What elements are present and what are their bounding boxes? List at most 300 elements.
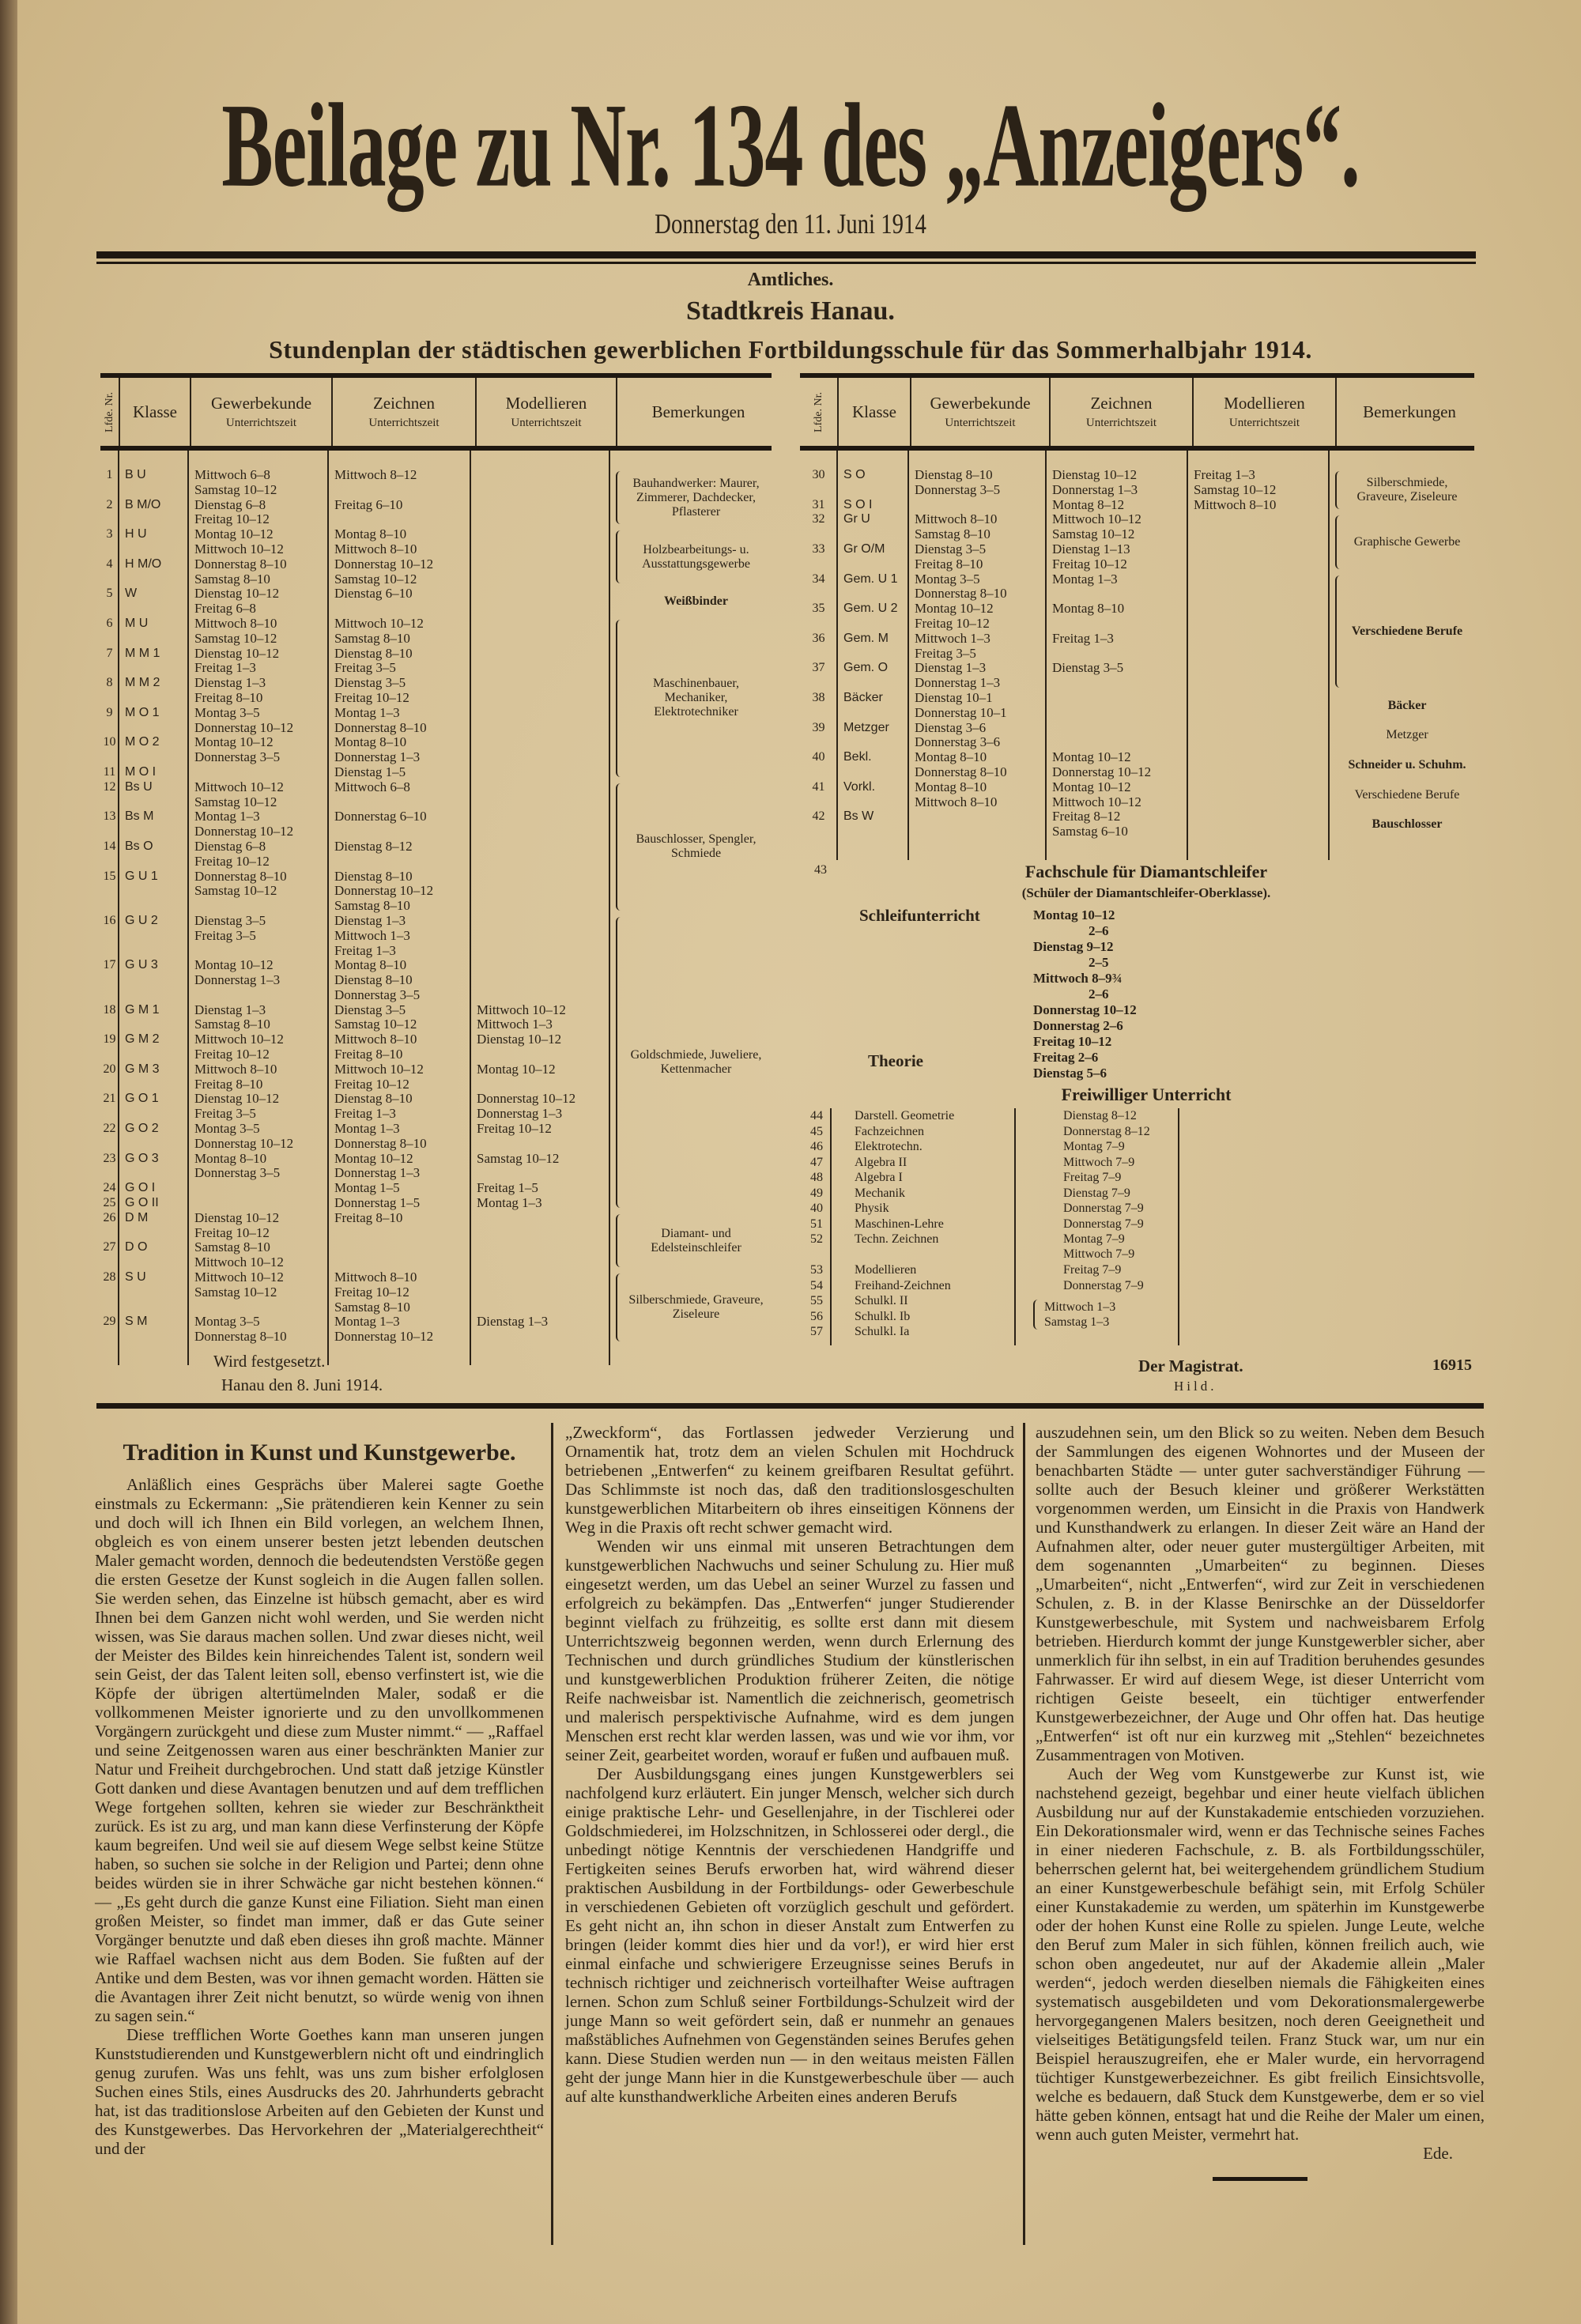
- time-slot: Donnerstag 3–5: [334, 987, 421, 1002]
- course-row: [810, 1201, 1144, 1216]
- time-slot: S O: [843, 468, 866, 481]
- section-label: Amtliches.: [747, 270, 834, 290]
- modellieren-times: [470, 1315, 609, 1345]
- time-slot: Freitag 8–12: [1052, 809, 1121, 824]
- modellieren-times: [470, 706, 609, 736]
- schleif-label: Schleifunterricht: [859, 906, 980, 925]
- column-divider: [1328, 451, 1330, 860]
- time-slot: Donnerstag 10–12: [334, 1329, 434, 1345]
- time-slot: 9: [106, 705, 113, 719]
- timetable-left: [100, 373, 772, 1365]
- bracket-icon: [1335, 515, 1341, 568]
- time-slot: S M: [125, 1315, 148, 1329]
- course-number: 51: [810, 1217, 823, 1231]
- gewerbekunde-times: [908, 512, 1046, 542]
- time-slot: Mittwoch 8–10: [1194, 496, 1277, 512]
- modellieren-times: [470, 1062, 609, 1092]
- time-slot: M M 1: [125, 646, 160, 660]
- time-slot: Samstag 10–12: [1052, 526, 1135, 542]
- time-slot: Freitag 10–12: [915, 615, 990, 631]
- time-slot: Freitag 8–10: [915, 556, 983, 572]
- time-slot: G M 3: [125, 1062, 160, 1076]
- zeichnen-times: [1046, 498, 1187, 513]
- time-slot: Dienstag 3–5: [334, 675, 406, 691]
- course-times: [1036, 1201, 1144, 1216]
- time-slot: Montag 10–12: [194, 734, 274, 750]
- column-divider: [470, 451, 471, 1365]
- remark-text: Metzger: [1386, 728, 1428, 742]
- remark-text: Bauschlosser, Spengler, Schmiede: [636, 832, 757, 861]
- time-slot: Freitag 1–3: [194, 660, 256, 676]
- gewerbekunde-times: [188, 1032, 328, 1062]
- course-number: 56: [810, 1309, 823, 1323]
- time-slot: Samstag 10–12: [334, 571, 417, 587]
- time-slot: Freitag 6–10: [334, 496, 403, 512]
- time-slot: M M 2: [125, 676, 160, 690]
- time-slot: Montag 10–12: [334, 1150, 413, 1166]
- row-number: [800, 780, 837, 810]
- time-slot: Bs O: [125, 839, 153, 853]
- fachschule-subtitle: (Schüler der Diamantschleifer-Oberklasse).: [1021, 885, 1271, 900]
- time-slot: Montag 10–12: [915, 601, 994, 617]
- time-slot: G O 1: [125, 1092, 159, 1106]
- class-name: [119, 1196, 188, 1211]
- zeichnen-times: [328, 1003, 470, 1033]
- zeichnen-times: [328, 1032, 470, 1062]
- course-subject: Techn. Zeichnen: [855, 1232, 939, 1246]
- column-divider: [118, 451, 119, 1365]
- time-slot: Dienstag 3–5: [915, 541, 987, 556]
- time-slot: M O I: [125, 764, 157, 779]
- class-name: [119, 1122, 188, 1152]
- gewerbekunde-times: [188, 1315, 328, 1345]
- article-paragraph: auszudehnen sein, um den Blick so zu weiten. Neben dem Besuch der Sammlungen des eigenen Wohnortes und der Museen der benachbarten Städte — unter guter sachverständiger Führung — sollte auch der Besuch kleiner und größerer Werkstätten vorgenommen werden, um Einsicht in die Praxis von Handwerk und Kunsthandwerk zu erlangen. In dieser Zeit wäre an Hand der Aufnahmen alter, oder neuer guter mustergültiger Arbeiten, mit dem sogenannten „Umarbeiten“ zu beginnen. Dieses „Umarbeiten“, nicht „Entwerfen“, wird zur Zeit in verschiedenen Schulen, z. B. in der Klasse Benirschke an der Düsseldorfer Kunstgewerbeschule, mit System und nachweisbarem Erfolg betrieben. Hierdurch kommt der junge Kunstgewerbler sicher, aber unmerklich für ihn selbst, in ein auf Tradition beruhendes gesundes Fahrwasser. Er wird auf diesem Wege, ist dieser Unterricht vom richtigen Geiste beseelt, ein tüchtiger entwerfender Kunstgewerbezeichner, der Auge und Ohr offen hat. Das heutige „Entwerfen“ ist oft nur ein kurzweg mit „Stehlen“ bezeichnetes Zusammentragen von Motiven.: [1036, 1423, 1485, 1764]
- header-klasse: [120, 378, 191, 446]
- time-slot: Samstag 8–10: [194, 1017, 270, 1032]
- decree-note: Wird festgesetzt.: [213, 1352, 326, 1371]
- time-slot: 12: [103, 779, 116, 794]
- gewerbekunde-times: [188, 914, 328, 958]
- time-slot: Mittwoch 10–12: [194, 1254, 284, 1270]
- course-subject: Schulkl. Ib: [855, 1309, 911, 1323]
- class-name: [119, 1181, 188, 1196]
- reference-code: 16915: [1432, 1356, 1472, 1374]
- time-slot: Montag 3–5: [194, 1121, 260, 1137]
- time-slot: Samstag 8–10: [334, 630, 410, 646]
- time-slot: 21: [103, 1092, 116, 1106]
- course-subject: Darstell. Geometrie: [855, 1109, 955, 1122]
- remark-text: Silberschmiede, Graveure, Ziseleure: [1356, 476, 1458, 504]
- course-row: [810, 1108, 1137, 1123]
- time-slot: 18: [103, 1002, 116, 1017]
- time-slot: Donnerstag 8–10: [334, 1135, 427, 1151]
- column-rule: [551, 1423, 553, 2245]
- time-slot: Donnerstag 8–10: [194, 556, 287, 572]
- article-paragraph: Wenden wir uns einmal mit unseren Betrachtungen dem kunstgewerblichen Nachwuchs und seiner Schulung zu. Hier muß eingesetzt werden, um das Uebel an seiner Wurzel zu fassen und erfolgreich zu bekämpfen. Das „Entwerfen“ junger Studierender beginnt vielfach zu frühzeitig, es sollte erst dann mit diesem Unterrichtszweig begonnen werden, wenn durch Erlernung des Technischen und durch gründliches Studium der künstlerischen und kunstgewerblichen Produktion früherer Zeiten, die nötige Reife nachweisbar ist. Namentlich die zeichnerisch, geometrisch und malerisch perspektivische Aufnahme, wird es dem jungen Menschen erst recht klar werden lassen, was und wie vor ihm, vor seiner Zeit, gearbeitet worden, worauf er fußen und aufbauen muß.: [565, 1537, 1014, 1764]
- class-name: [837, 498, 908, 513]
- gewerbekunde-times: [908, 691, 1046, 721]
- column-divider: [1178, 1108, 1179, 1345]
- time-slot: Donnerstag 8–10: [915, 764, 1007, 779]
- time-slot: W: [125, 587, 138, 601]
- time-slot: 8: [106, 676, 113, 690]
- time-slot: 24: [103, 1181, 116, 1195]
- time-slot: 40: [812, 750, 825, 764]
- class-name: [837, 721, 908, 751]
- course-number: 57: [810, 1325, 823, 1338]
- time-slot: Mittwoch 8–10: [915, 794, 998, 809]
- course-number: 55: [810, 1294, 823, 1307]
- time-slot: Gem. U 1: [843, 572, 898, 586]
- article-title: Tradition in Kunst und Kunstgewerbe.: [123, 1439, 516, 1466]
- class-name: [119, 1062, 188, 1092]
- zeichnen-times: [328, 1240, 470, 1270]
- time-slot: Donnerstag 8–10: [194, 868, 287, 884]
- article-paragraph: Auch der Weg vom Kunstgewerbe zur Kunst ist, wie nachstehend gezeigt, begehbar und einer heute vielfach üblichen Ausbildung nur auf der Kunstakademie entschieden vorzuziehen. Ein Dekorationsmaler wird, wenn er das Technische seines Faches in einer niederen Fachschule, z. B. als Fortbildungsschüler, beherrschen gelernt hat, bei weitergehendem gründlichem Studium an einer Kunstgewerbeschule befähigt sein, mit Erfolg Schüler einer Kunstakademie zu werden, um späterhin im Kunstgewerbe oder der hohen Kunst eine Rolle zu spielen. Junge Leute, welche den Beruf zum Maler in sich fühlen, können freilich auch, wie schon oben angedeutet, nur auf der Akademie allein „Maler werden“, jedoch werden dieselben niemals die Fähigkeiten eines systematisch ausgebildeten und vom Dekorationsmalergewerbe hervorgegangenen Malers besitzen, noch deren Geeignetheit und vielseitiges Betätigungsfeld teilen. Franz Stuck war, um nur ein Beispiel herauszugreifen, ehe er Maler wurde, ein hervorragend tüchtiger Kunstgewerbezeichner. Es gibt freilich Einsichtsvolle, welche es bedauern, daß Stuck dem Kunstgewerbe, dem er so viel hätte geben können, entsagt hat und die Reihe der Maler um einen, wenn auch guten Meister, vermehrt hat.: [1036, 1764, 1485, 2144]
- time-slot: Montag 8–12: [1052, 496, 1125, 512]
- column-divider: [1187, 451, 1188, 860]
- time-slot: 41: [812, 779, 825, 794]
- row-number: [100, 958, 119, 1002]
- row-number: [100, 1003, 119, 1033]
- time-slot: Mittwoch 10–12: [477, 1002, 566, 1017]
- time-slot: Montag 8–10: [334, 957, 407, 973]
- class-name: [837, 468, 908, 498]
- column-divider: [907, 451, 909, 860]
- zeichnen-times: [328, 839, 470, 870]
- bracket-icon: [616, 1214, 622, 1267]
- row-number: [800, 468, 837, 498]
- remark-text: Weißbinder: [664, 594, 728, 609]
- zeichnen-times: [328, 735, 470, 765]
- zeichnen-times: [1046, 691, 1187, 721]
- time-slot: G O I: [125, 1181, 156, 1195]
- course-row: [810, 1262, 1121, 1277]
- header-sublabel: Unterrichtszeit: [1228, 417, 1300, 429]
- course-times: [1036, 1155, 1134, 1170]
- time-slot: Mittwoch 8–10: [915, 511, 998, 527]
- remark-group: [614, 527, 770, 587]
- course-times: [1036, 1186, 1130, 1201]
- column-divider: [836, 451, 838, 860]
- time-slot: Freitag 8–10: [334, 1047, 403, 1062]
- time-slot: 5: [106, 587, 113, 601]
- time-slot: Samstag 10–12: [194, 794, 277, 809]
- time-slot: 39: [812, 720, 825, 734]
- zeichnen-times: [328, 1152, 470, 1182]
- row-number: [100, 527, 119, 557]
- header-sublabel: Unterrichtszeit: [1085, 417, 1157, 429]
- header-label: Klasse: [133, 402, 177, 421]
- course-row: [810, 1309, 1063, 1324]
- class-name: [119, 765, 188, 780]
- bracket-icon: [616, 530, 622, 583]
- time-slot: Montag 1–3: [194, 809, 260, 824]
- decree-place-date: Hanau den 8. Juni 1914.: [221, 1375, 383, 1394]
- course-times: [1036, 1262, 1121, 1277]
- time-slot: Dienstag 10–12: [194, 586, 280, 602]
- gewerbekunde-times: [188, 1003, 328, 1033]
- time-slot: Donnerstag 1–3: [915, 675, 1001, 691]
- remark-group: [614, 617, 770, 780]
- time-slot: Dienstag 3–5: [334, 1002, 406, 1017]
- time-slot: 20: [103, 1062, 116, 1076]
- time-slot: Metzger: [843, 720, 889, 734]
- time-slot: Freitag 1–5: [477, 1180, 538, 1196]
- time-slot: Freitag 1–3: [1052, 630, 1114, 646]
- gewerbekunde-times: [188, 587, 328, 617]
- modellieren-times: [470, 676, 609, 706]
- time-slot: Freitag 10–12: [334, 1284, 409, 1300]
- class-name: [837, 572, 908, 602]
- remark-text: Maschinenbauer, Mechaniker, Elektrotechniker: [652, 677, 740, 719]
- time-slot: Freitag 7–9: [1063, 1263, 1122, 1277]
- gewerbekunde-times: [188, 647, 328, 677]
- row-number: [100, 765, 119, 780]
- class-name: [119, 809, 188, 839]
- magistrat-signature: Der Magistrat.: [1138, 1356, 1243, 1375]
- row-number: [100, 1181, 119, 1196]
- time-slot: Samstag 10–12: [477, 1150, 560, 1166]
- time-slot: Montag 1–3: [1052, 571, 1118, 587]
- gewerbekunde-times: [188, 765, 328, 780]
- time-slot: Mittwoch 1–3: [477, 1017, 553, 1032]
- time-slot: Gr O/M: [843, 541, 885, 556]
- time-slot: Montag 1–3: [334, 1121, 400, 1137]
- schleif-time: Freitag 2–6: [1033, 1050, 1099, 1065]
- time-slot: 2: [106, 497, 113, 511]
- time-slot: Dienstag 1–13: [1052, 541, 1130, 556]
- remark-group: [1334, 750, 1473, 780]
- time-slot: Samstag 10–12: [194, 883, 277, 899]
- time-slot: Freitag 10–12: [334, 689, 409, 705]
- course-times: [1036, 1108, 1137, 1123]
- time-slot: Samstag 10–12: [1194, 481, 1277, 497]
- header-nr-label: Lfde. Nr.: [812, 391, 824, 432]
- time-slot: Mittwoch 8–10: [194, 615, 277, 631]
- bracket-icon: [616, 783, 622, 911]
- modellieren-times: [1187, 750, 1329, 780]
- course-subject: Mechanik: [855, 1186, 905, 1200]
- header-label: Zeichnen: [372, 394, 436, 413]
- zeichnen-times: [1046, 632, 1187, 662]
- time-slot: Dienstag 7–9: [1063, 1186, 1130, 1200]
- time-slot: 1: [106, 468, 113, 481]
- time-slot: 10: [103, 735, 116, 749]
- time-slot: 3: [106, 527, 113, 541]
- time-slot: Montag 10–12: [1052, 779, 1131, 794]
- modellieren-times: [1187, 542, 1329, 572]
- gewerbekunde-times: [908, 780, 1046, 810]
- header-nr: [100, 378, 120, 446]
- time-slot: Freitag 10–12: [1052, 556, 1127, 572]
- modellieren-times: [470, 617, 609, 647]
- masthead-title-text: Beilage zu Nr. 134 des „Anzeigers“.: [221, 80, 1360, 213]
- course-subject: Maschinen-Lehre: [855, 1217, 944, 1231]
- header-zeichnen: [333, 378, 477, 446]
- gewerbekunde-times: [188, 1270, 328, 1315]
- time-slot: Donnerstag 6–10: [334, 809, 427, 824]
- time-slot: 36: [812, 631, 825, 645]
- section-divider: [96, 1403, 1484, 1409]
- class-name: [837, 661, 908, 691]
- modellieren-times: [470, 839, 609, 870]
- time-slot: Donnerstag 3–5: [915, 481, 1001, 497]
- time-slot: Bekl.: [843, 750, 872, 764]
- time-slot: M O 1: [125, 705, 160, 719]
- modellieren-times: [470, 870, 609, 914]
- theorie-label: Theorie: [868, 1051, 923, 1070]
- bracket-icon: [616, 1273, 622, 1341]
- article-paragraph: Anläßlich eines Gesprächs über Malerei sagte Goethe einstmals zu Eckermann: „Sie prätendieren kein Kenner zu sein und doch will ich Ihnen ein Bild vorlegen, an welchem Ihnen, obgleich es von einem unserer besten jetzt lebenden deutschen Maler gemacht worden, dennoch die bedeutendsten Verstöße gegen die ersten Gesetze der Kunst sogleich in die Augen fallen sollen. Sie werden sehen, das Einzelne ist hübsch gemacht, aber es wird Ihnen bei dem Ganzen nicht wohl werden, und Sie werden nicht wissen, was Sie daraus machen sollen. Und zwar dieses nicht, weil der Meister des Bildes kein hinreichendes Talent ist, sondern weil sein Geist, der das Talent leiten soll, ebenso verfinstert ist, wie die Köpfe der übrigen altertümelnden Maler, sodaß er die vollkommenen Meister ignorierte und zu den unvollkommenen Vorgängern zurückgeht und diese zum Muster nimmt.“ — „Raffael und seine Zeitgenossen waren aus einer beschränkten Manier zur Natur und Freiheit durchgebrochen. Und statt daß jetzige Künstler Gott danken und diese Avantagen benutzen und auf dem trefflichen Wege fortgehen sollten, kehren sie wieder zur Beschränktheit zurück. Es ist zu arg, und man kann diese Verfinsterung der Köpfe kaum begreifen. Und weil sie auf diesem Wege selbst keine Stütze haben, so suchen sie solche in der Religion und Partei; denn ohne beides würden sie in ihrer Schwäche gar nicht bestehen können.“ — „Es geht durch die ganze Kunst eine Filiation. Sieht man einen großen Meister, so findet man immer, daß er das Gute seiner Vorgänger benutzte und daß eben dieses ihn groß machte. Männer wie Raffael wachsen nicht aus dem Boden. Sie fußten auf der Antike und dem Besten, was vor ihnen gemacht worden. Hätten sie die Avantagen ihrer Zeit nicht benutzt, so würde wenig von ihnen zu sagen sein.“: [95, 1475, 544, 2025]
- header-bemerkungen: [1337, 378, 1482, 446]
- time-slot: Mittwoch 10–12: [1052, 794, 1141, 809]
- modellieren-times: [1187, 572, 1329, 602]
- row-number: [100, 1196, 119, 1211]
- header-label: Gewerbekunde: [210, 394, 312, 413]
- schleif-time: Donnerstag 10–12: [1033, 1002, 1137, 1017]
- time-slot: 27: [103, 1240, 116, 1254]
- time-slot: Samstag 1–3: [1044, 1315, 1110, 1329]
- class-name: [837, 750, 908, 780]
- row-number: [100, 809, 119, 839]
- time-slot: Samstag 6–10: [1052, 824, 1128, 839]
- time-slot: Freitag 3–5: [194, 1106, 256, 1122]
- time-slot: Samstag 8–10: [194, 1239, 270, 1255]
- remark-group: [1334, 512, 1473, 572]
- class-name: [119, 1003, 188, 1033]
- course-number: 52: [810, 1232, 823, 1246]
- header-label: Modellieren: [505, 394, 587, 413]
- article-column-1: [95, 1423, 544, 2158]
- time-slot: 13: [103, 809, 116, 824]
- class-name: [119, 647, 188, 677]
- column-divider: [187, 451, 189, 1365]
- class-name: [119, 870, 188, 914]
- time-slot: H U: [125, 527, 147, 541]
- time-slot: 15: [103, 869, 116, 883]
- time-slot: Freitag 1–3: [334, 1106, 396, 1122]
- schleif-time: Freitag 10–12: [1033, 1034, 1112, 1049]
- header-gewerbekunde: [191, 378, 333, 446]
- time-slot: D O: [125, 1240, 148, 1254]
- bracket-icon: [616, 620, 622, 777]
- zeichnen-times: [1046, 721, 1187, 751]
- time-slot: Dienstag 8–10: [334, 645, 413, 661]
- course-number: 47: [810, 1155, 823, 1169]
- gewerbekunde-times: [188, 1152, 328, 1182]
- gewerbekunde-times: [188, 735, 328, 765]
- time-slot: G U 2: [125, 913, 158, 927]
- zeichnen-times: [328, 1315, 470, 1345]
- zeichnen-times: [1046, 468, 1187, 498]
- column-divider: [327, 451, 329, 1365]
- course-times: [1036, 1170, 1121, 1185]
- article-author: Ede.: [1423, 2144, 1453, 2163]
- time-slot: Dienstag 8–10: [334, 972, 413, 988]
- time-slot: Donnerstag 1–3: [477, 1106, 563, 1122]
- time-slot: 25: [103, 1196, 116, 1210]
- time-slot: Gem. U 2: [843, 602, 898, 616]
- column-divider: [1014, 1108, 1016, 1345]
- remark-text: Bauhandwerker: Maurer, Zimmerer, Dachdecker, Pflasterer: [632, 476, 760, 519]
- time-slot: D M: [125, 1210, 149, 1224]
- course-subject: Modellieren: [855, 1263, 917, 1277]
- time-slot: Montag 8–10: [334, 734, 407, 750]
- class-name: [119, 1092, 188, 1122]
- zeichnen-times: [328, 647, 470, 677]
- time-slot: Donnerstag 7–9: [1063, 1278, 1144, 1292]
- course-row: [810, 1139, 1125, 1154]
- gewerbekunde-times: [908, 542, 1046, 572]
- time-slot: Samstag 8–10: [334, 1299, 410, 1315]
- modellieren-times: [1187, 632, 1329, 662]
- time-slot: Donnerstag 10–12: [194, 719, 294, 735]
- course-row: [810, 1186, 1130, 1201]
- modellieren-times: [470, 1032, 609, 1062]
- remark-group: [614, 587, 770, 617]
- course-row: [810, 1170, 1121, 1185]
- time-slot: G M 1: [125, 1002, 160, 1017]
- header-nr: [800, 378, 839, 446]
- time-slot: Mittwoch 8–12: [334, 467, 417, 482]
- class-name: [119, 1152, 188, 1182]
- course-subject: Algebra II: [855, 1155, 907, 1169]
- modellieren-times: [470, 1211, 609, 1241]
- time-slot: 17: [103, 958, 116, 972]
- modellieren-times: [470, 914, 609, 958]
- class-name: [119, 676, 188, 706]
- modellieren-times: [470, 587, 609, 617]
- time-slot: Montag 8–10: [915, 749, 987, 765]
- modellieren-times: [1187, 809, 1329, 839]
- time-slot: H M/O: [125, 556, 162, 571]
- time-slot: 23: [103, 1151, 116, 1165]
- course-number: 49: [810, 1186, 823, 1200]
- course-number: 48: [810, 1171, 823, 1184]
- modellieren-times: [470, 468, 609, 498]
- time-slot: Dienstag 3–5: [194, 912, 266, 928]
- zeichnen-times: [1046, 750, 1187, 780]
- remark-text: Holzbearbeitungs- u. Ausstattungsgewerbe: [642, 542, 750, 571]
- gewerbekunde-times: [188, 1122, 328, 1152]
- time-slot: Dienstag 1–3: [915, 660, 987, 676]
- article-paragraph: „Zweckform“, das Fortlassen jedweder Verzierung und Ornamentik hat, trotz dem an vielen Schulen mit Hochdruck betriebenen „Entwerfen“ zu keinem greifbaren Resultat geführt. Das Schlimmste ist noch das, daß den traditionslosgeschulten kunstgewerblichen Mitarbeitern ob ihres einseitigen Könnens der Weg in die Praxis oft recht schwer gemacht wird.: [565, 1423, 1014, 1537]
- zeichnen-times: [328, 557, 470, 587]
- course-number: 54: [810, 1278, 823, 1292]
- time-slot: 31: [812, 497, 825, 511]
- time-slot: Montag 10–12: [194, 957, 274, 973]
- modellieren-times: [470, 958, 609, 1002]
- time-slot: Freitag 10–12: [194, 1047, 270, 1062]
- time-slot: Mittwoch 10–12: [334, 1061, 424, 1077]
- row-number: [100, 1032, 119, 1062]
- gewerbekunde-times: [188, 1240, 328, 1270]
- remark-text: Schneider u. Schuhm.: [1348, 757, 1466, 772]
- row-number: [100, 870, 119, 914]
- course-number: 46: [810, 1140, 823, 1153]
- header-label: Zeichnen: [1090, 394, 1153, 413]
- time-slot: Montag 8–10: [1052, 601, 1125, 617]
- time-slot: M U: [125, 616, 149, 630]
- time-slot: Freitag 10–12: [194, 511, 270, 527]
- time-slot: Dienstag 10–12: [477, 1032, 562, 1047]
- remark-text: Goldschmiede, Juweliere, Kettenmacher: [630, 1048, 762, 1076]
- zeichnen-times: [328, 1062, 470, 1092]
- time-slot: Samstag 10–12: [194, 630, 277, 646]
- modellieren-times: [1187, 691, 1329, 721]
- zeichnen-times: [328, 527, 470, 557]
